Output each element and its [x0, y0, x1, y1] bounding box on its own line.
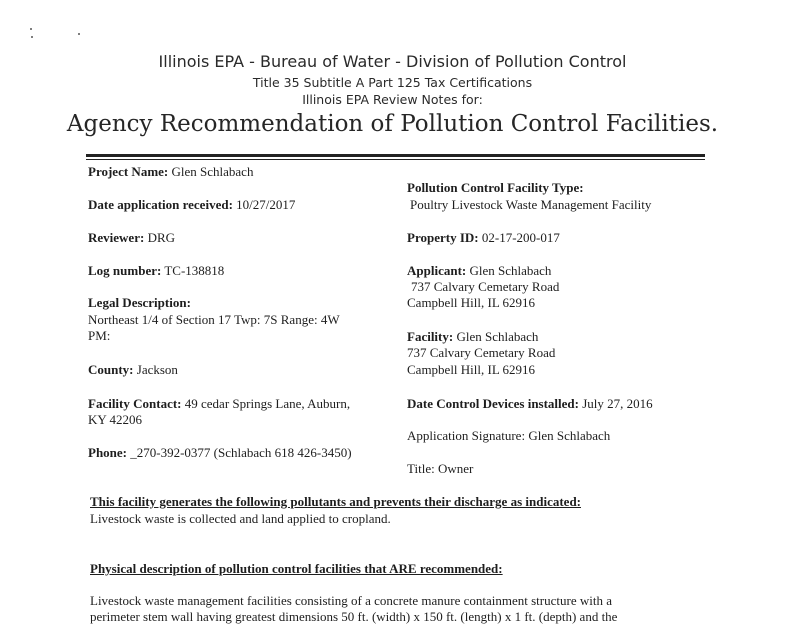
date-received-row — [88, 197, 295, 213]
project-name-row — [88, 164, 253, 180]
title-row — [407, 461, 473, 477]
physical-description-line1: Livestock waste management facilities consisting of a concrete manure containment structure with a — [90, 593, 612, 608]
facility-contact-label: Facility Contact: — [88, 396, 182, 411]
facility-row — [407, 329, 538, 345]
date-received-label: Date application received: — [88, 197, 233, 212]
project-name-value: Glen Schlabach — [171, 164, 254, 179]
facility-contact-line2: KY 42206 — [88, 412, 143, 427]
date-received-value: 10/27/2017 — [236, 197, 296, 212]
legal-description-line2: PM: — [88, 328, 111, 343]
phone-row — [88, 445, 352, 461]
applicant-address-line2: Campbell Hill, IL 62916 — [407, 295, 536, 310]
county-label: County: — [88, 362, 134, 377]
property-id-label: Property ID: — [407, 230, 479, 245]
facility-address-line2: Campbell Hill, IL 62916 — [407, 362, 536, 377]
facility-name: Glen Schlabach — [456, 329, 539, 344]
header-review-notes: Illinois EPA Review Notes for: — [302, 92, 483, 107]
applicant-address-line1: 737 Calvary Cemetary Road — [411, 279, 560, 294]
scan-speck — [78, 33, 80, 35]
pollutants-heading: This facility generates the following pollutants and prevents their discharge as indicated: — [90, 494, 581, 509]
property-id-row — [407, 230, 560, 246]
installed-date-row — [407, 396, 653, 412]
facility-type-label: Pollution Control Facility Type: — [407, 180, 584, 195]
signature-value: Glen Schlabach — [528, 428, 611, 443]
phone-value: _270-392-0377 (Schlabach 618 426-3450) — [130, 445, 352, 460]
reviewer-row — [88, 230, 175, 246]
log-number-row — [88, 263, 224, 279]
header-agency: Illinois EPA - Bureau of Water - Division of Pollution Control — [158, 52, 627, 71]
facility-contact-value: 49 cedar Springs Lane, Auburn, — [184, 396, 351, 411]
county-row — [88, 362, 178, 378]
legal-description-line1: Northeast 1/4 of Section 17 Twp: 7S Range: 4W — [88, 312, 340, 327]
installed-date-label: Date Control Devices installed: — [407, 396, 579, 411]
physical-description-line2: perimeter stem wall having greatest dimensions 50 ft. (width) x 150 ft. (length) x 1 ft. (depth) and the — [90, 609, 618, 624]
title-value: Owner — [437, 461, 474, 476]
log-number-value: TC-138818 — [164, 263, 225, 278]
phone-label: Phone: — [88, 445, 127, 460]
document-title: Agency Recommendation of Pollution Control Facilities. — [66, 111, 719, 137]
applicant-label: Applicant: — [407, 263, 467, 278]
log-number-label: Log number: — [88, 263, 162, 278]
county-value: Jackson — [136, 362, 178, 377]
title-label: Title: — [407, 461, 435, 476]
facility-label: Facility: — [407, 329, 454, 344]
signature-label: Application Signature: — [407, 428, 526, 443]
facility-contact-row — [88, 396, 350, 412]
project-name-label: Project Name: — [88, 164, 169, 179]
facility-type-value: Poultry Livestock Waste Management Facility — [410, 197, 652, 212]
scan-speck — [30, 28, 32, 30]
property-id-value: 02-17-200-017 — [481, 230, 560, 245]
reviewer-label: Reviewer: — [88, 230, 145, 245]
header-divider-thick — [86, 154, 705, 157]
physical-description-heading: Physical description of pollution control facilities that ARE recommended: — [90, 561, 503, 576]
legal-description-label: Legal Description: — [88, 295, 191, 310]
installed-date-value: July 27, 2016 — [582, 396, 653, 411]
pollutants-text: Livestock waste is collected and land applied to cropland. — [90, 511, 391, 526]
signature-row — [407, 428, 610, 444]
scan-speck — [31, 36, 33, 38]
reviewer-value: DRG — [147, 230, 176, 245]
applicant-name: Glen Schlabach — [469, 263, 552, 278]
applicant-row — [407, 263, 551, 279]
header-regulation: Title 35 Subtitle A Part 125 Tax Certifications — [252, 75, 533, 90]
facility-address-line1: 737 Calvary Cemetary Road — [407, 345, 556, 360]
header-divider-thin — [86, 159, 705, 160]
